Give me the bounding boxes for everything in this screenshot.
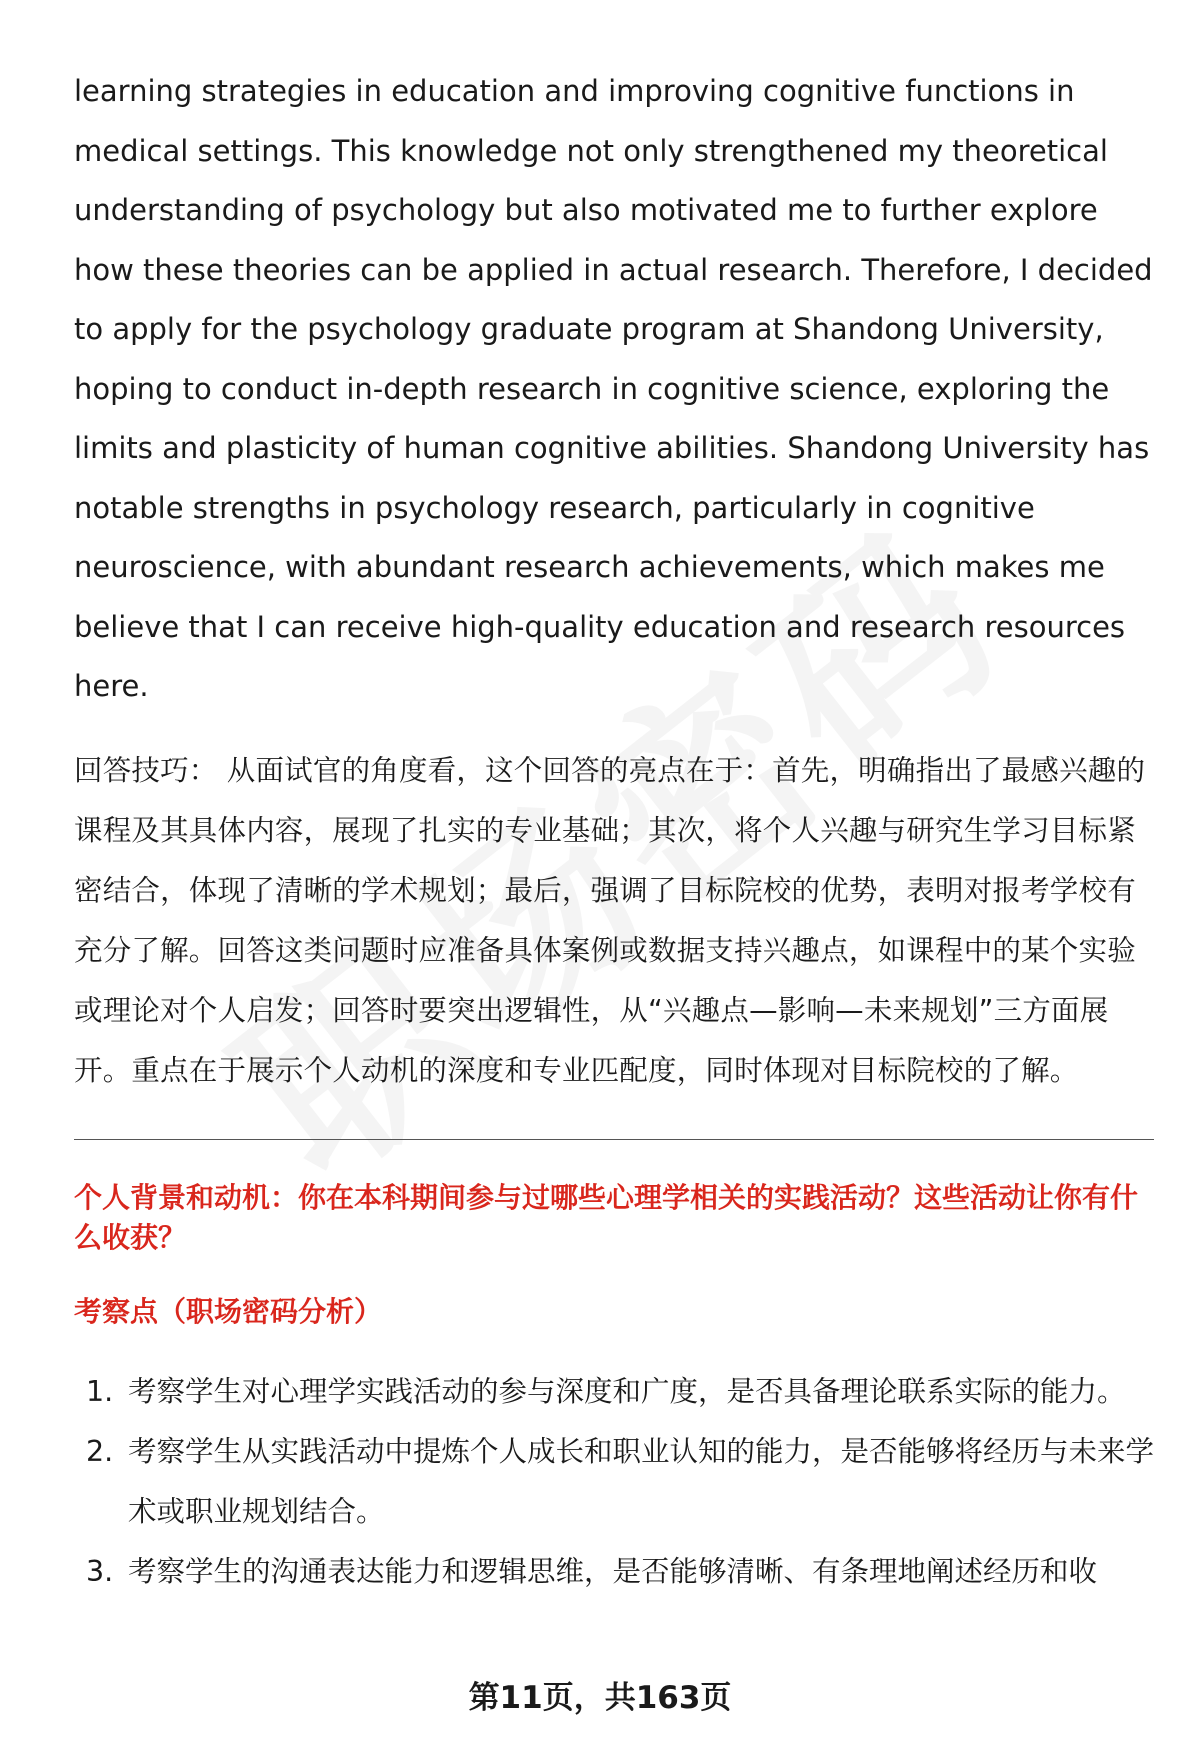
page-number: 第11页，共163页 — [468, 1680, 732, 1716]
list-text: 考察学生对心理学实践活动的参与深度和广度，是否具备理论联系实际的能力。 — [128, 1374, 1126, 1408]
list-number: 1. — [86, 1374, 114, 1408]
list-item — [74, 1422, 1154, 1542]
list-text: 考察学生从实践活动中提炼个人成长和职业认知的能力，是否能够将经历与未来学术或职业规划结合。 — [128, 1434, 1155, 1528]
document-body — [74, 62, 1154, 1602]
list-number: 3. — [86, 1554, 114, 1588]
list-number: 2. — [86, 1434, 114, 1468]
section-divider — [74, 1139, 1154, 1140]
list-item — [74, 1362, 1154, 1422]
question-title: 个人背景和动机：你在本科期间参与过哪些心理学相关的实践活动？这些活动让你有什么收获？ — [74, 1180, 1139, 1254]
english-paragraph: learning strategies in education and improving cognitive functions in medical settings. This knowledge not only strengthened my theoretical understanding of psychology but also motivated me to further explore how these theories can be applied in actual research. Therefore, I decided to apply for the psychology graduate program at Shandong University, hoping to conduct in-depth research in cognitive science, exploring the limits and plasticity of human cognitive abilities. Shandong University has notable strengths in psychology research, particularly in cognitive neuroscience, with abundant research achievements, which makes me believe that I can receive high-quality education and research resources here. — [74, 74, 1153, 703]
list-text: 考察学生的沟通表达能力和逻辑思维，是否能够清晰、有条理地阐述经历和收 — [128, 1554, 1098, 1588]
assessment-points — [74, 1362, 1154, 1602]
answer-tips — [74, 741, 1154, 1101]
tip-text: 从面试官的角度看，这个回答的亮点在于：首先，明确指出了最感兴趣的课程及其具体内容，展现了扎实的专业基础；其次，将个人兴趣与研究生学习目标紧密结合，体现了清晰的学术规划；最后，强调了目标院校的优势，表明对报考学校有充分了解。回答这类问题时应准备具体案例或数据支持兴趣点，如课程中的某个实验或理论对个人启发；回答时要突出逻辑性，从“兴趣点—影响—未来规划”三方面展开。重点在于展示个人动机的深度和专业匹配度，同时体现对目标院校的了解。 — [74, 753, 1146, 1087]
assessment-subheading: 考察点（职场密码分析） — [74, 1294, 383, 1328]
tip-label: 回答技巧： — [74, 753, 218, 787]
list-item — [74, 1542, 1154, 1602]
